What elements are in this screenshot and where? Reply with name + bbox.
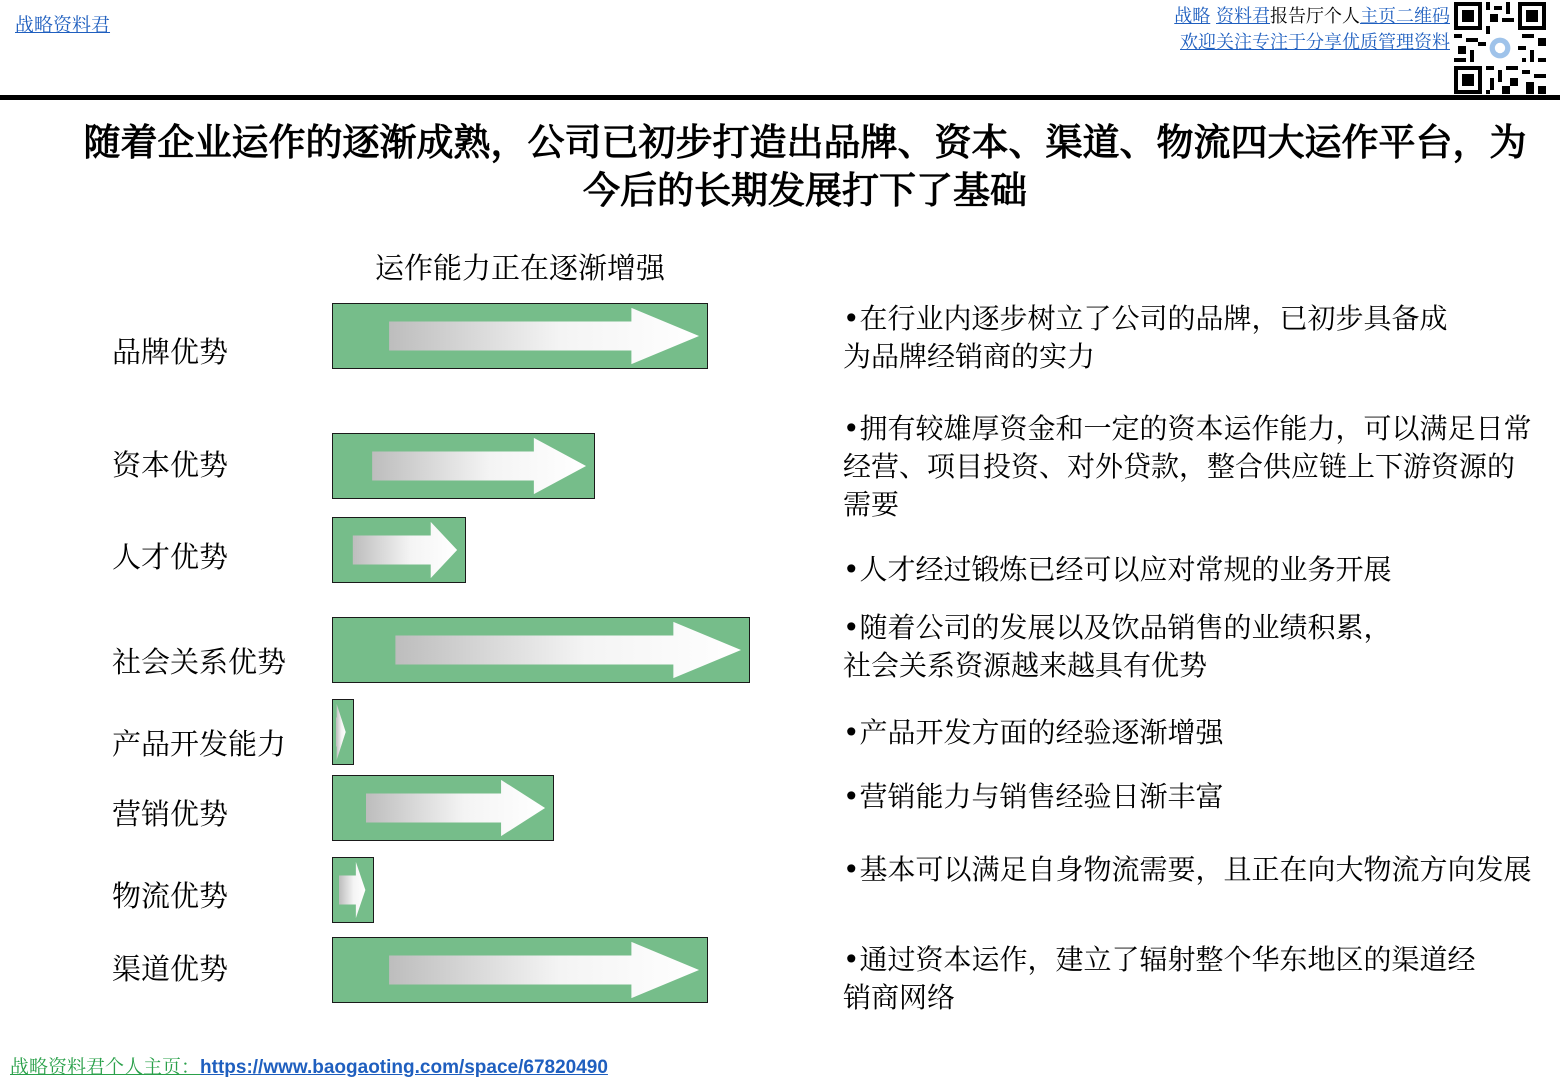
arrow-graphic xyxy=(333,776,553,840)
row-desc-marketing: •营销能力与销售经验日渐丰富 xyxy=(843,780,1224,813)
strength-bar-social xyxy=(332,617,750,683)
strength-bar-logistics xyxy=(332,857,374,923)
row-desc-brand: •在行业内逐步树立了公司的品牌，已初步具备成为品牌经销商的实力 xyxy=(843,302,1448,373)
strength-bar-marketing xyxy=(332,775,554,841)
header-plain-text: 报告厅个人 xyxy=(1270,6,1360,27)
row-label-marketing: 营销优势 xyxy=(112,797,229,831)
strength-bar-brand xyxy=(332,303,708,369)
page-title: 随着企业运作的逐渐成熟，公司已初步打造出品牌、资本、渠道、物流四大运作平台，为今后的长期发展打下了基础 xyxy=(83,120,1527,212)
footer-url-link[interactable]: https://www.baogaoting.com/space/67820490 xyxy=(200,1057,608,1078)
arrow-graphic xyxy=(333,700,353,764)
strength-bar-product-dev xyxy=(332,699,354,765)
arrow-graphic xyxy=(333,938,707,1002)
strength-bar-talent xyxy=(332,517,466,583)
row-label-brand: 品牌优势 xyxy=(112,335,229,369)
arrow-icon xyxy=(353,522,457,578)
row-label-product-dev: 产品开发能力 xyxy=(112,727,287,761)
arrow-column-heading: 运作能力正在逐渐增强 xyxy=(375,251,666,285)
footer xyxy=(10,1052,608,1079)
arrow-icon xyxy=(389,308,699,364)
header-link-strategy[interactable]: 战略 xyxy=(1174,6,1211,27)
arrow-graphic xyxy=(333,618,749,682)
arrow-icon xyxy=(389,942,699,998)
row-desc-logistics: •基本可以满足自身物流需要，且正在向大物流方向发展 xyxy=(843,853,1532,886)
row-desc-talent: •人才经过锻炼已经可以应对常规的业务开展 xyxy=(843,553,1392,586)
row-desc-social: •随着公司的发展以及饮品销售的业绩积累，社会关系资源越来越具有优势 xyxy=(843,611,1392,682)
arrow-graphic xyxy=(333,858,373,922)
row-label-talent: 人才优势 xyxy=(112,540,229,574)
row-label-logistics: 物流优势 xyxy=(112,879,229,913)
arrow-icon xyxy=(372,438,586,494)
header-tagline-link[interactable]: 欢迎关注专注于分享优质管理资料 xyxy=(1180,32,1450,53)
arrow-icon xyxy=(339,862,365,918)
row-desc-channel: •通过资本运作，建立了辐射整个华东地区的渠道经销商网络 xyxy=(843,943,1476,1014)
header-divider xyxy=(0,95,1560,100)
header-link-materials[interactable]: 资料君 xyxy=(1216,6,1270,27)
arrow-icon xyxy=(336,704,346,760)
arrow-graphic xyxy=(333,518,465,582)
row-label-social: 社会关系优势 xyxy=(112,645,287,679)
row-label-channel: 渠道优势 xyxy=(112,952,229,986)
row-desc-capital: •拥有较雄厚资金和一定的资本运作能力，可以满足日常经营、项目投资、对外贷款，整合供应链上下游资源的需要 xyxy=(843,412,1532,521)
row-label-capital: 资本优势 xyxy=(112,448,229,482)
strength-bar-capital xyxy=(332,433,595,499)
header-right-links xyxy=(1140,4,1450,56)
brand-link[interactable]: 战略资料君 xyxy=(15,14,111,36)
footer-label[interactable]: 战略资料君个人主页： xyxy=(10,1056,201,1078)
strength-bar-channel xyxy=(332,937,708,1003)
row-desc-product-dev: •产品开发方面的经验逐渐增强 xyxy=(843,716,1224,749)
qr-code-icon xyxy=(1454,2,1546,94)
arrow-icon xyxy=(366,780,545,836)
arrow-icon xyxy=(395,622,741,678)
arrow-graphic xyxy=(333,304,707,368)
arrow-graphic xyxy=(333,434,594,498)
header-link-qr[interactable]: 主页二维码 xyxy=(1360,6,1450,27)
